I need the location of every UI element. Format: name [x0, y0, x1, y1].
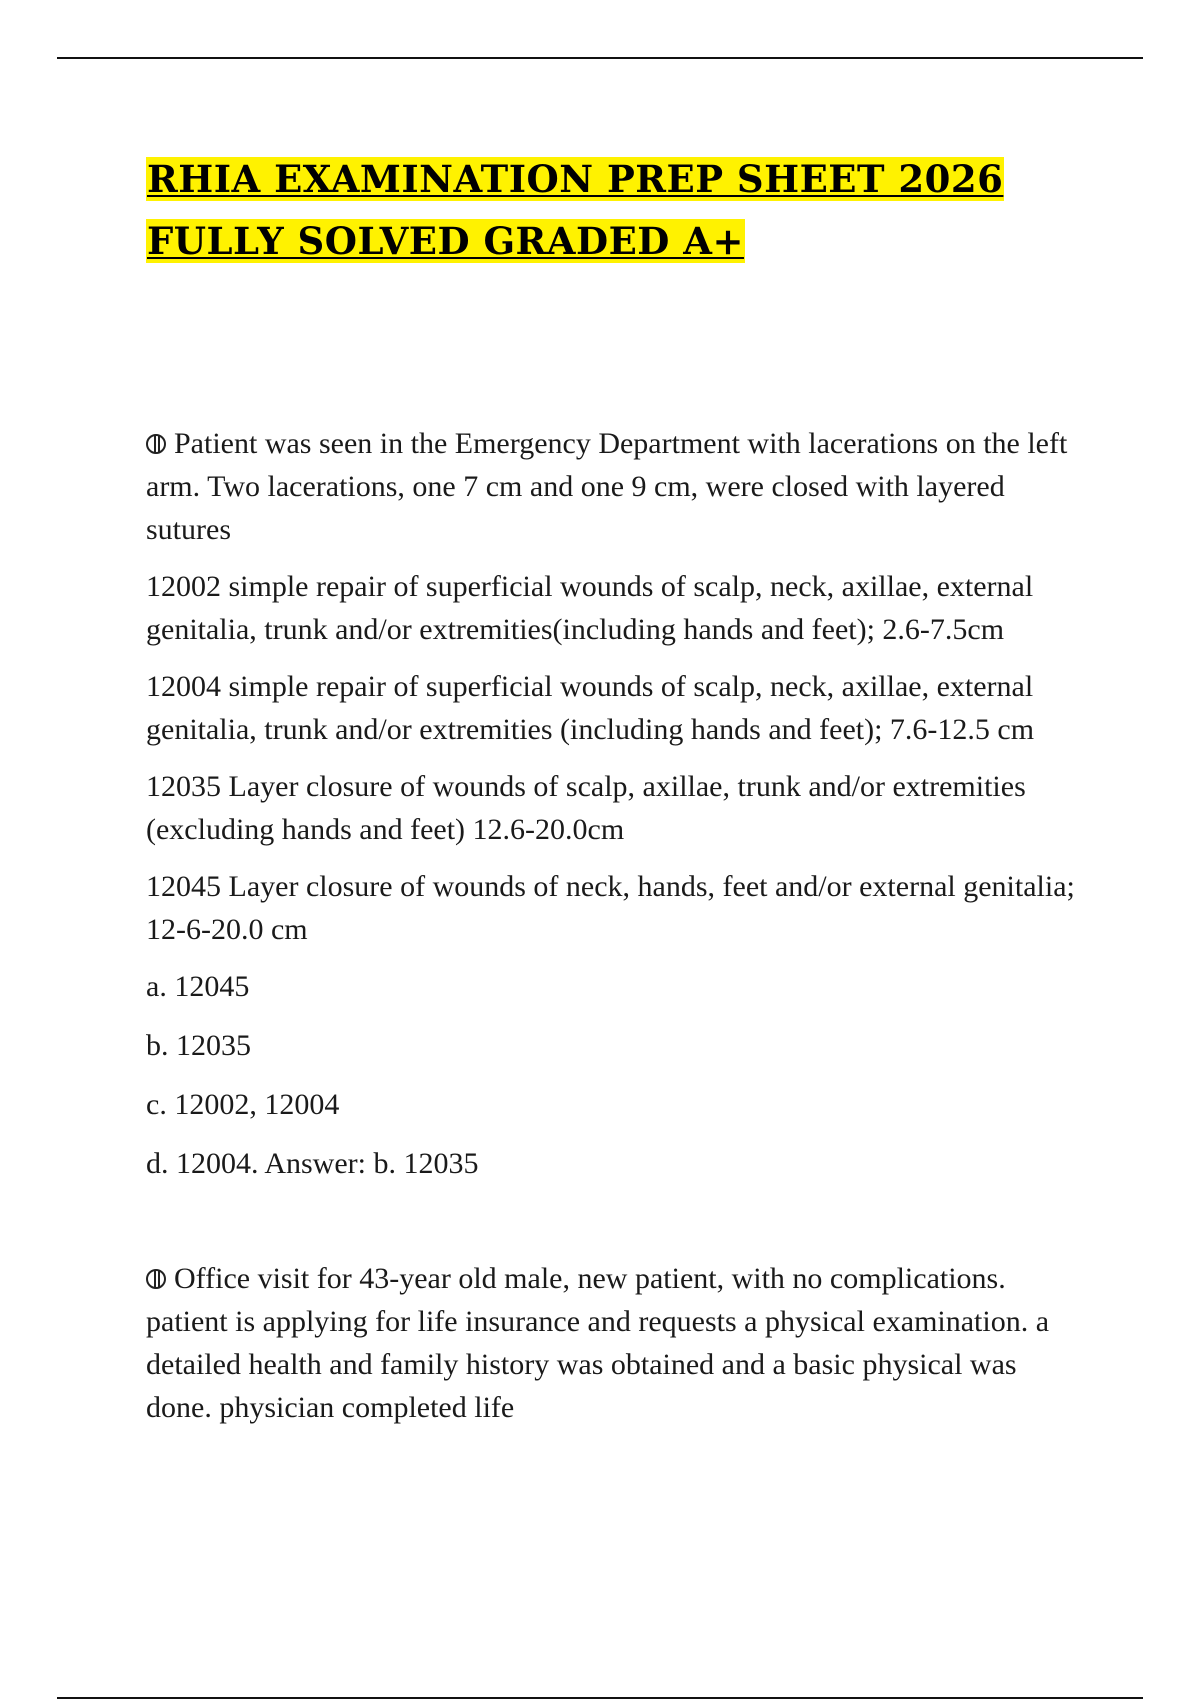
code-description: 12045 Layer closure of wounds of neck, hands, feet and/or external genitalia; 12-6-20.0 cm — [146, 870, 1075, 946]
question-stem — [146, 422, 1076, 551]
question-1 — [146, 422, 1076, 1185]
answer-option-d: d. 12004. Answer: b. 12035 — [146, 1147, 479, 1180]
document-title — [146, 148, 1076, 272]
answer-option-c: c. 12002, 12004 — [146, 1088, 340, 1121]
code-description: 12004 simple repair of superficial wounds of scalp, neck, axillae, external genitalia, trunk and/or extremities (including hands and feet); 7.6-12.5 cm — [146, 670, 1035, 746]
title-line-1: RHIA EXAMINATION PREP SHEET 2026 — [147, 157, 1004, 201]
circle-bullet-icon — [146, 434, 166, 454]
circle-bullet-icon — [146, 1269, 166, 1289]
question-2 — [146, 1257, 1076, 1429]
document-body — [146, 148, 1076, 1443]
question-stem-text: Patient was seen in the Emergency Department with lacerations on the left arm. Two lacerations, one 7 cm and one 9 cm, were closed with layered sutures — [146, 427, 1068, 546]
answer-option-a: a. 12045 — [146, 970, 250, 1003]
title-line-2: FULLY SOLVED GRADED A+ — [147, 219, 744, 263]
answer-option-b: b. 12035 — [146, 1029, 251, 1062]
top-rule — [57, 57, 1143, 59]
code-description: 12002 simple repair of superficial wounds of scalp, neck, axillae, external genitalia, trunk and/or extremities(including hands and feet); 2.6-7.5cm — [146, 570, 1034, 646]
code-description: 12035 Layer closure of wounds of scalp, axillae, trunk and/or extremities (excluding hands and feet) 12.6-20.0cm — [146, 770, 1026, 846]
question-stem — [146, 1257, 1076, 1429]
question-stem-text: Office visit for 43-year old male, new patient, with no complications. patient is applying for life insurance and requests a physical examination. a detailed health and family history was obtained and a basic physical was done. physician completed life — [146, 1262, 1050, 1424]
bottom-rule — [57, 1697, 1143, 1699]
